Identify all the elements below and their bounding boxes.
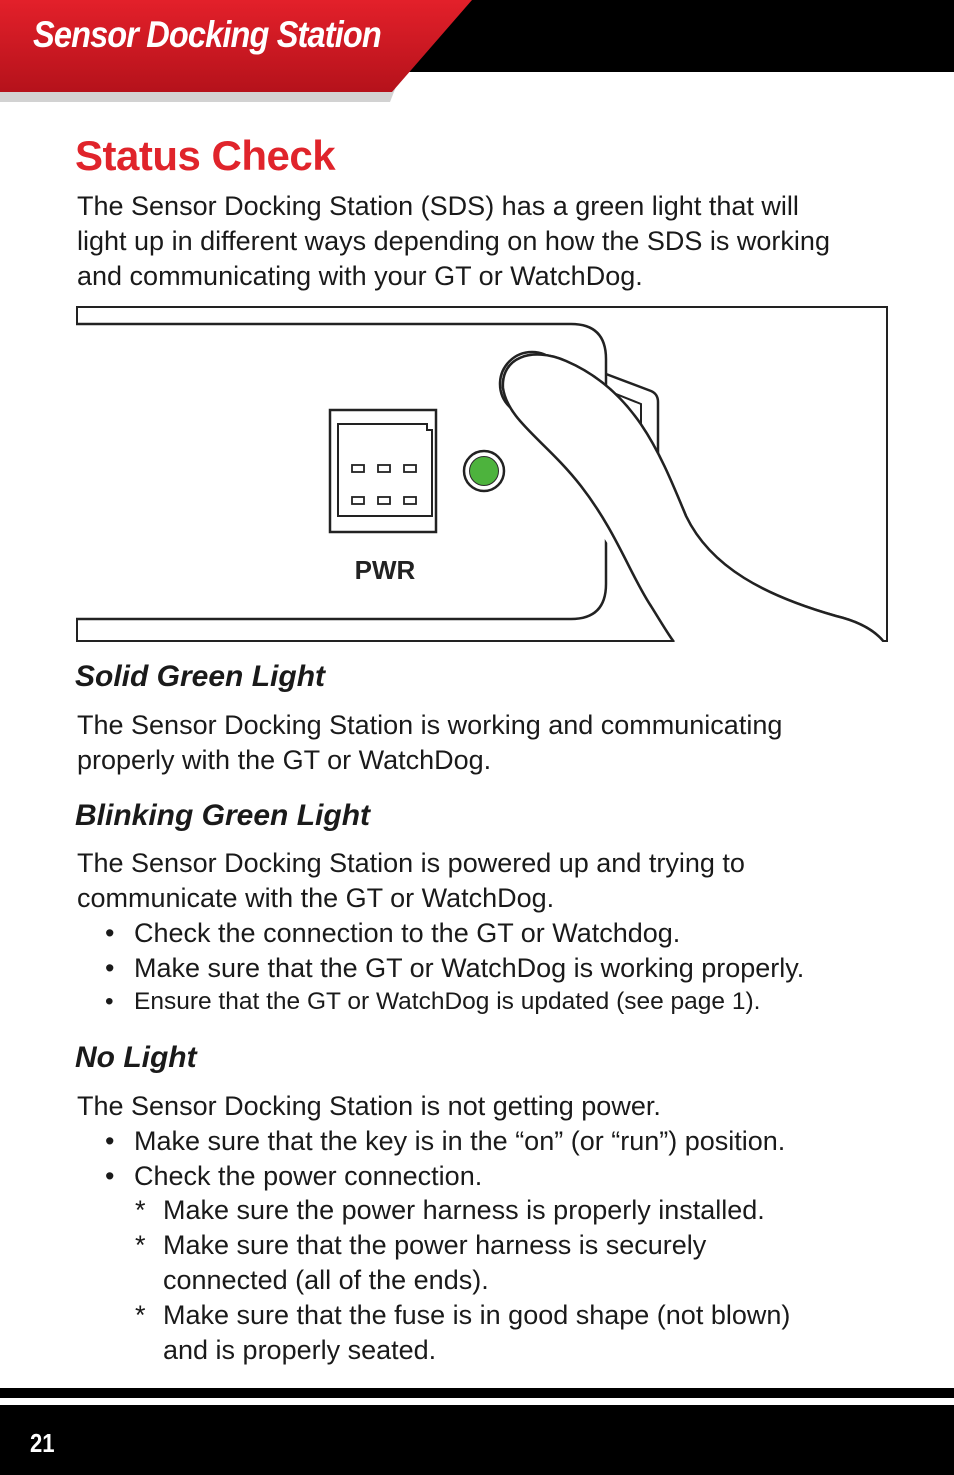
list-item: • Make sure that the GT or WatchDog is working properly. <box>77 951 804 986</box>
section-title: Status Check <box>75 132 336 179</box>
list-item: * Make sure that the fuse is in good shape (not blown) and is properly seated. <box>135 1298 835 1368</box>
solid-green-title: Solid Green Light <box>75 660 326 693</box>
blinking-green-body: The Sensor Docking Station is powered up and trying to communicate with the GT or WatchDog. <box>77 848 745 913</box>
status-led <box>470 457 499 486</box>
page-number: 21 <box>30 1428 55 1458</box>
sds-diagram-svg <box>76 306 888 642</box>
no-light-title: No Light <box>75 1041 197 1074</box>
header-title: Sensor Docking Station <box>33 14 381 55</box>
list-item: • Make sure that the key is in the “on” (or “run”) position. <box>77 1124 785 1159</box>
list-item: • Check the power connection. <box>77 1159 785 1194</box>
no-light-sub-list <box>135 1193 835 1368</box>
list-item: * Make sure the power harness is properly installed. <box>135 1193 835 1228</box>
footer-bar <box>0 1405 954 1475</box>
no-light-bullet-list <box>77 1124 785 1193</box>
list-item: * Make sure that the power harness is securely connected (all of the ends). <box>135 1228 763 1298</box>
no-light-body: The Sensor Docking Station is not getting power. <box>77 1091 661 1121</box>
list-item: • Ensure that the GT or WatchDog is updated (see page 1). <box>77 985 804 1020</box>
solid-green-body: The Sensor Docking Station is working and communicating properly with the GT or WatchDog. <box>77 710 783 775</box>
blinking-green-title: Blinking Green Light <box>75 799 371 832</box>
list-item: • Check the connection to the GT or Watchdog. <box>77 916 804 951</box>
blinking-bullet-list <box>77 916 804 1020</box>
footer-rule <box>0 1388 954 1398</box>
pwr-label: PWR <box>354 555 416 585</box>
sds-diagram <box>76 306 888 642</box>
intro-paragraph: The Sensor Docking Station (SDS) has a green light that will light up in different ways depending on how the SDS is working and communicating with your GT or WatchDog. <box>77 191 830 291</box>
